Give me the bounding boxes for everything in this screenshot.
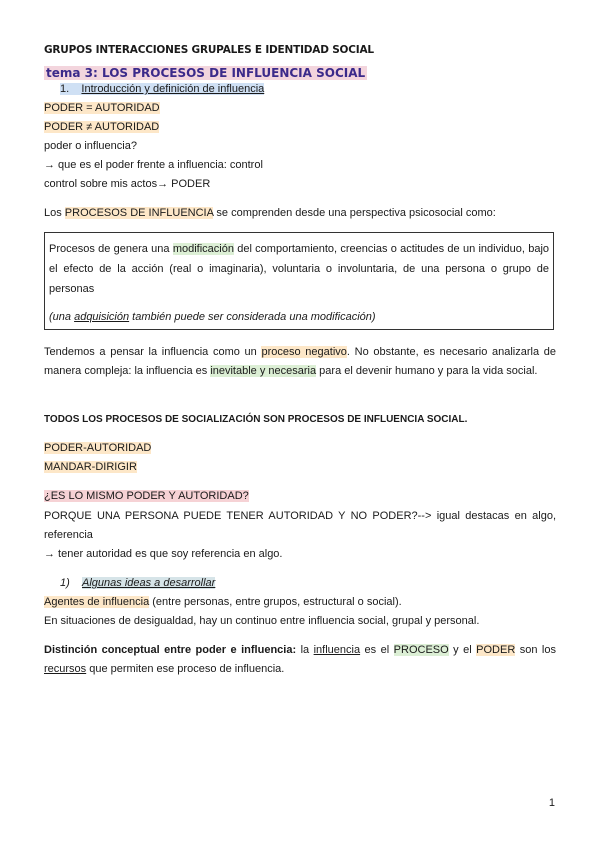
definition-box — [44, 232, 554, 330]
procesos-line: Los PROCESOS DE INFLUENCIA se comprenden desde una perspectiva psicosocial como: — [44, 207, 496, 219]
agentes-highlight: Agentes de influencia — [44, 596, 150, 608]
proceso-highlight: PROCESO — [393, 644, 449, 656]
section-2-number: 1) — [60, 577, 70, 589]
intro-line-5: control sobre mis actos→ PODER — [44, 178, 211, 190]
situaciones-line: En situaciones de desigualdad, hay un continuo entre influencia social, grupal y personal. — [44, 615, 480, 627]
definition-text: Procesos de genera una modificación del comportamiento, creencias o actitudes de un individuo, bajo el efecto de la acción (real o imaginaria), voluntaria o involuntaria, de una persona o grupo de personas — [49, 243, 550, 295]
poder-autoridad-pair: PODER-AUTORIDAD — [44, 442, 152, 454]
document-title: GRUPOS INTERACCIONES GRUPALES E IDENTIDAD SOCIAL — [44, 44, 374, 56]
intro-line-4: → que es el poder frente a influencia: control — [44, 159, 263, 171]
modificacion-highlight: modificación — [172, 243, 234, 255]
tema-heading: tema 3: LOS PROCESOS DE INFLUENCIA SOCIAL — [46, 66, 366, 80]
section-1-label: Introducción y definición de influencia — [81, 83, 265, 95]
proceso-negativo-highlight: proceso negativo — [261, 346, 347, 358]
procesos-highlight: PROCESOS DE INFLUENCIA — [64, 207, 214, 219]
todos-los-procesos: TODOS LOS PROCESOS DE SOCIALIZACIÓN SON PROCESOS DE INFLUENCIA SOCIAL. — [44, 414, 468, 425]
definition-note: (una adquisición también puede ser considerada una modificación) — [49, 311, 376, 323]
inevitable-highlight: inevitable y necesaria — [210, 365, 317, 377]
poder-highlight: PODER — [476, 644, 516, 656]
agentes-line: Agentes de influencia (entre personas, entre grupos, estructural o social). — [44, 596, 402, 608]
distincion-paragraph: Distinción conceptual entre poder e influencia: la influencia es el PROCESO y el PODER son los recursos que permiten ese proceso de influencia. — [44, 644, 556, 675]
porque-paragraph: PORQUE UNA PERSONA PUEDE TENER AUTORIDAD Y NO PODER?--> igual destacas en algo, referencia — [44, 510, 556, 541]
tener-autoridad-line: → tener autoridad es que soy referencia en algo. — [44, 548, 283, 560]
section-2-label: Algunas ideas a desarrollar — [82, 577, 216, 589]
page-number: 1 — [548, 797, 555, 809]
section-1-heading — [60, 82, 264, 96]
section-1-number: 1. — [60, 83, 70, 95]
section-2-heading — [60, 576, 215, 590]
intro-line-3: poder o influencia? — [44, 140, 137, 152]
poder-autoridad-equal: PODER = AUTORIDAD — [44, 102, 160, 114]
poder-autoridad-notequal: PODER ≠ AUTORIDAD — [44, 121, 160, 133]
tendemos-paragraph: Tendemos a pensar la influencia como un proceso negativo. No obstante, es necesario analizarla de manera compleja: la influencia es inevitable y necesaria para el devenir humano y para la vida social. — [44, 346, 557, 377]
question-heading: ¿ES LO MISMO PODER Y AUTORIDAD? — [44, 490, 249, 502]
mandar-dirigir-pair: MANDAR-DIRIGIR — [44, 461, 137, 473]
